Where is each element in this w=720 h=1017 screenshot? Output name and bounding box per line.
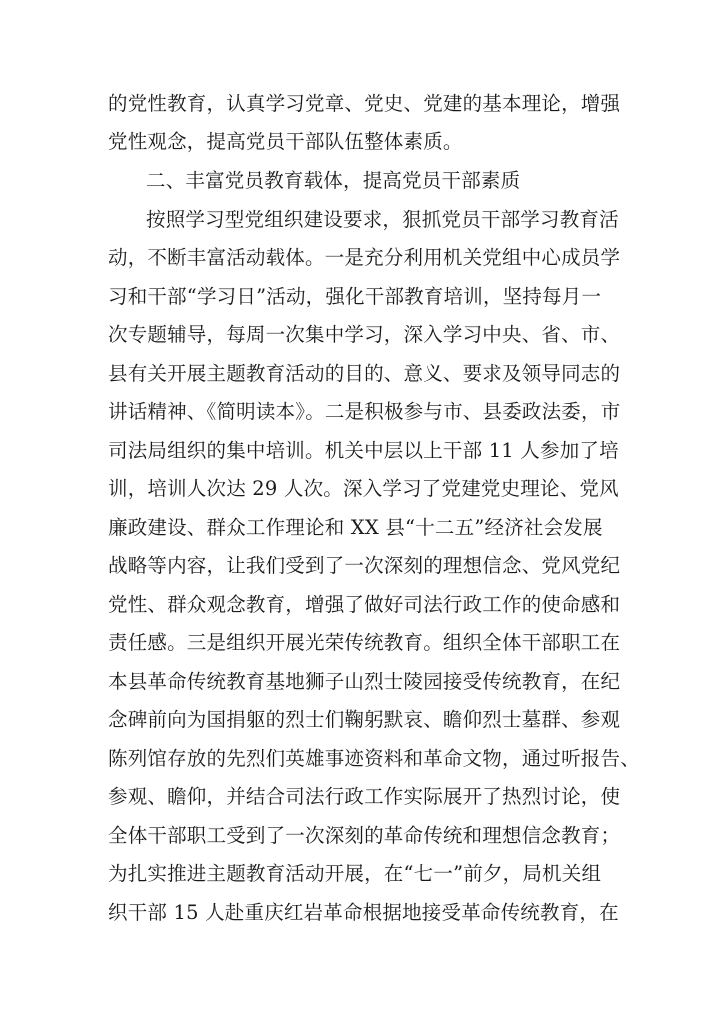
body-text-line: 参观、瞻仰，并结合司法行政工作实际展开了热烈讨论，使 [108,785,621,808]
body-text-line: 廉政建设、群众工作理论和 XX 县“十二五”经济社会发展 [108,516,603,539]
body-text-line: 责任感。三是组织开展光荣传统教育。组织全体干部职工在 [108,631,621,654]
body-text-line: 的党性教育，认真学习党章、党史、党建的基本理论，增强 [108,92,621,115]
body-text-line: 次专题辅导，每周一次集中学习，深入学习中央、省、市、 [108,323,621,346]
body-text-line: 按照学习型党组织建设要求，狠抓党员干部学习教育活 [146,208,619,231]
body-text-line: 党性观念，提高党员干部队伍整体素质。 [108,130,463,153]
body-text-line: 战略等内容，让我们受到了一次深刻的理想信念、党风党纪 [108,554,621,577]
body-text-line: 讲话精神、《简明读本》。二是积极参与市、县委政法委，市 [108,400,621,423]
body-text-line: 念碑前向为国捐躯的烈士们鞠躬默哀、瞻仰烈士墓群、参观 [108,708,621,731]
body-text-line: 陈列馆存放的先烈们英雄事迹资料和革命文物，通过听报告、 [108,747,640,770]
section-heading: 二、丰富党员教育载体，提高党员干部素质 [146,169,521,192]
body-text-line: 织干部 15 人赴重庆红岩革命根据地接受革命传统教育，在 [108,901,619,924]
body-text-line: 县有关开展主题教育活动的目的、意义、要求及领导同志的 [108,362,621,385]
body-text-line: 本县革命传统教育基地狮子山烈士陵园接受传统教育，在纪 [108,670,621,693]
body-text-line: 习和干部“学习日”活动，强化干部教育培训，坚持每月一 [108,285,602,308]
body-text-line: 党性、群众观念教育，增强了做好司法行政工作的使命感和 [108,593,621,616]
body-text-line: 动，不断丰富活动载体。一是充分利用机关党组中心成员学 [108,246,621,269]
body-text-line: 为扎实推进主题教育活动开展，在“七一”前夕，局机关组 [108,862,602,885]
body-text-line: 司法局组织的集中培训。机关中层以上干部 11 人参加了培 [108,439,619,462]
body-text-line: 训，培训人次达 29 人次。深入学习了党建党史理论、党风 [108,477,619,500]
body-text-line: 全体干部职工受到了一次深刻的革命传统和理想信念教育； [108,824,621,847]
